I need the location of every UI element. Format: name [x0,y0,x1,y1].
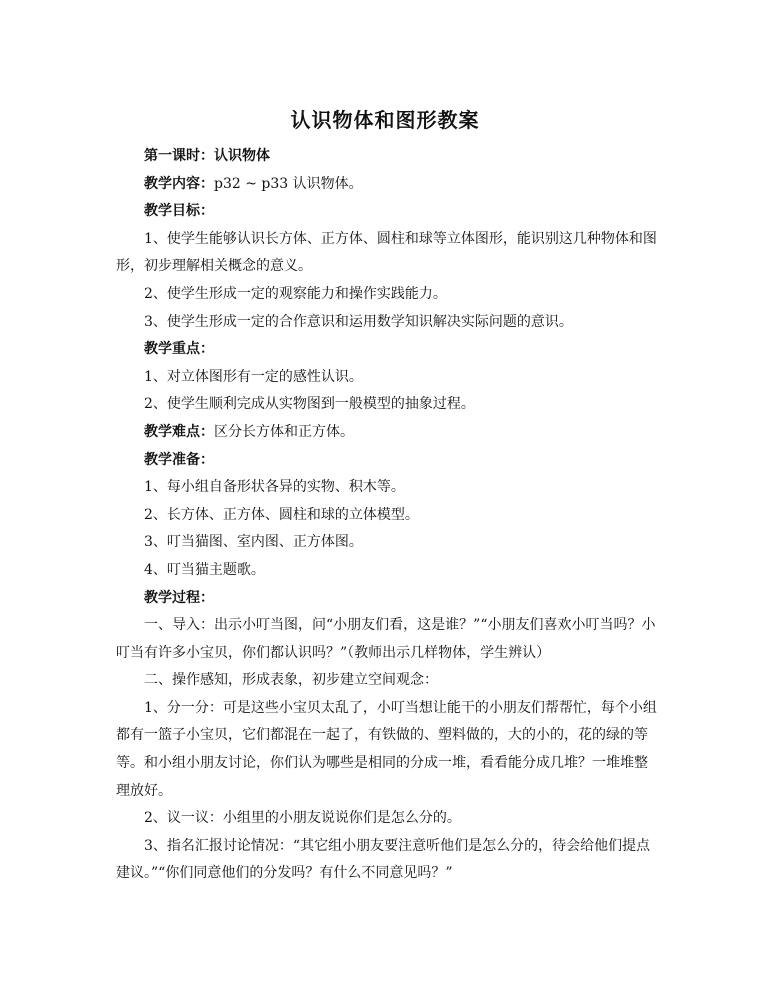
paragraph: 3、指名汇报讨论情况：“其它组小朋友要注意听他们是怎么分的，待会给他们提点建议。”“你们同意他们的分发吗？有什么不同意见吗？” [116,837,651,882]
paragraph: 第一课时：认识物体 [144,148,270,164]
paragraph [116,419,659,447]
paragraph-label: 教学内容： [144,175,214,192]
paragraph: 教学重点： [144,341,214,358]
paragraph: 教学目标： [144,203,214,220]
paragraph: 1、分一分：可是这些小宝贝太乱了，小叮当想让能干的小朋友们帮帮忙，每个小组都有一篮子小宝贝，它们都混在一起了，有铁做的、塑料做的，大的小的，花的绿的等等。和小组小朋友讨论，你们认为哪些是相同的分成一堆，看看能分成几堆？一堆堆整理放好。 [116,699,657,799]
paragraph-text: p32 ~ p33 认识物体。 [214,175,363,192]
paragraph-text: 区分长方体和正方体。 [214,423,354,440]
paragraph: 2、使学生形成一定的观察能力和操作实践能力。 [144,285,447,302]
paragraph: 2、使学生顺利完成从实物图到一般模型的抽象过程。 [144,396,475,413]
document-body [116,143,659,888]
paragraph: 2、长方体、正方体、圆柱和球的立体模型。 [144,506,419,523]
document-title: 认识物体和图形教案 [290,108,480,132]
paragraph [116,171,659,199]
paragraph: 1、对立体图形有一定的感性认识。 [144,368,363,385]
paragraph-label: 教学难点： [144,423,214,440]
paragraph: 二、操作感知，形成表象，初步建立空间观念： [144,672,438,689]
paragraph: 教学过程： [144,589,214,606]
paragraph: 3、使学生形成一定的合作意识和运用数学知识解决实际问题的意识。 [144,313,573,330]
paragraph: 教学准备： [144,451,214,468]
paragraph: 一、导入：出示小叮当图，问“小朋友们看，这是谁？”“小朋友们喜欢小叮当吗？小叮当有许多小宝贝，你们都认识吗？”（教师出示几样物体，学生辨认） [116,617,656,661]
paragraph: 1、每小组自备形状各异的实物、积木等。 [144,479,405,496]
paragraph: 3、叮当猫图、室内图、正方体图。 [144,534,363,551]
paragraph: 4、叮当猫主题歌。 [144,561,265,578]
paragraph: 1、使学生能够认识长方体、正方体、圆柱和球等立体图形，能识别这几种物体和图形，初步理解相关概念的意义。 [116,230,657,275]
paragraph: 2、议一议：小组里的小朋友说说你们是怎么分的。 [144,810,461,827]
